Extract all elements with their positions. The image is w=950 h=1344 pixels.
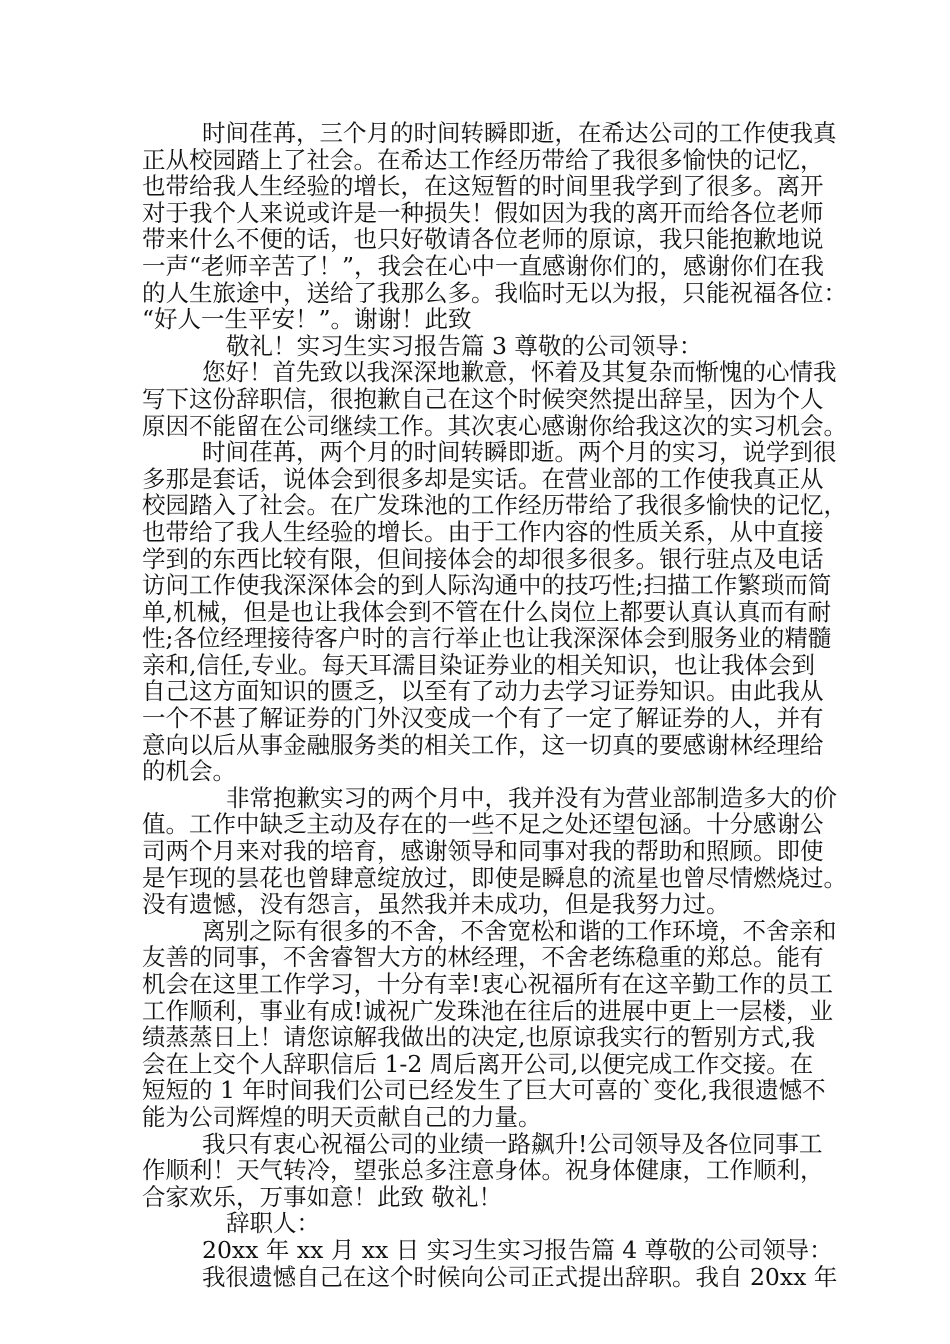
text-line: 对于我个人来说或许是一种损失！假如因为我的离开而给各位老师 (142, 198, 824, 227)
body-text (142, 119, 847, 1291)
text-line: 合家欢乐，万事如意！此致 敬礼！ (142, 1182, 502, 1211)
text-line: 没有遗憾，没有怨言，虽然我并未成功，但是我努力过。 (142, 890, 730, 919)
text-line: 时间荏苒，两个月的时间转瞬即逝。两个月的实习，说学到很 (202, 438, 837, 467)
text-line: 一个不甚了解证券的门外汉变成一个有了一定了解证券的人，并有 (142, 704, 824, 733)
text-line: 机会在这里工作学习，十分有幸!衷心祝福所有在这辛勤工作的员工 (142, 970, 833, 998)
text-line: 20xx 年 xx 月 xx 日 实习生实习报告篇 4 尊敬的公司领导： (202, 1235, 833, 1264)
text-line: 学到的东西比较有限，但间接体会的却很多很多。银行驻点及电话 (142, 544, 824, 573)
text-line: 工作顺利，事业有成!诚祝广发珠池在往后的进展中更上一层楼，业 (142, 996, 833, 1025)
text-line: 友善的同事，不舍睿智大方的林经理，不舍老练稳重的郑总。能有 (142, 943, 824, 972)
text-line: 带来什么不便的话，也只好敬请各位老师的原谅，我只能抱歉地说 (142, 225, 824, 254)
text-line: 值。工作中缺乏主动及存在的一些不足之处还望包涵。十分感谢公 (142, 810, 824, 839)
text-line: 校园踏入了社会。在广发珠池的工作经历带给了我很多愉快的记忆， (142, 491, 847, 520)
text-line: 访问工作使我深深体会的到人际沟通中的技巧性;扫描工作繁琐而简 (142, 571, 832, 600)
text-line: 会在上交个人辞职信后 1-2 周后离开公司,以便完成工作交接。在 (142, 1049, 814, 1078)
text-line: 单,机械，但是也让我体会到不管在什么岗位上都要认真认真而有耐 (142, 597, 831, 626)
text-line: 也带给了我人生经验的增长。由于工作内容的性质关系，从中直接 (142, 517, 824, 546)
text-line: 的人生旅途中，送给了我那么多。我临时无以为报，只能祝福各位： (142, 278, 847, 307)
text-line: 离别之际有很多的不舍，不舍宽松和谐的工作环境，不舍亲和 (202, 916, 837, 945)
text-line: 也带给我人生经验的增长，在这短暂的时间里我学到了很多。离开 (142, 172, 824, 201)
text-line: 敬礼！实习生实习报告篇 3 尊敬的公司领导： (226, 331, 703, 360)
text-line: 多那是套话，说体会到很多却是实话。在营业部的工作使我真正从 (142, 464, 824, 493)
text-line: 性;各位经理接待客户时的言行举止也让我深深体会到服务业的精髓 (142, 624, 832, 653)
text-line: 原因不能留在公司继续工作。其次衷心感谢你给我这次的实习机会。 (142, 411, 847, 440)
text-line: 您好！首先致以我深深地歉意，怀着及其复杂而惭愧的心情我 (202, 358, 837, 387)
text-line: 时间荏苒，三个月的时间转瞬即逝，在希达公司的工作使我真 (202, 119, 837, 147)
text-line: 正从校园踏上了社会。在希达工作经历带给了我很多愉快的记忆， (142, 145, 824, 174)
text-line: 非常抱歉实习的两个月中，我并没有为营业部制造多大的价 (226, 783, 837, 812)
text-line: 辞职人： (226, 1209, 320, 1238)
text-line: 绩蒸蒸日上！请您谅解我做出的决定,也原谅我实行的暂别方式,我 (142, 1023, 815, 1052)
text-line: 能为公司辉煌的明天贡献自己的力量。 (142, 1102, 542, 1131)
text-line: 我很遗憾自己在这个时候向公司正式提出辞职。我自 20xx 年 (202, 1262, 838, 1291)
text-line: 亲和,信任,专业。每天耳濡目染证券业的相关知识，也让我体会到 (142, 650, 815, 679)
text-line: 短短的 1 年时间我们公司已经发生了巨大可喜的`变化,我很遗憾不 (142, 1076, 826, 1105)
text-line: 一声“老师辛苦了！”，我会在心中一直感谢你们的，感谢你们在我 (142, 251, 825, 280)
text-line: 是乍现的昙花也曾肆意绽放过，即使是瞬息的流星也曾尽情燃烧过。 (142, 863, 847, 892)
text-line: 自己这方面知识的匮乏，以至有了动力去学习证券知识。由此我从 (142, 677, 824, 706)
text-line: 我只有衷心祝福公司的业绩一路飙升!公司领导及各位同事工 (202, 1129, 823, 1158)
text-line: 作顺利！天气转冷，望张总多注意身体。祝身体健康，工作顺利， (142, 1156, 824, 1185)
text-line: 写下这份辞职信，很抱歉自己在这个时候突然提出辞呈，因为个人 (142, 384, 824, 413)
text-line: 意向以后从事金融服务类的相关工作，这一切真的要感谢林经理给 (142, 730, 824, 759)
text-line: 司两个月来对我的培育，感谢领导和同事对我的帮助和照顾。即使 (142, 837, 824, 866)
text-line: 的机会。 (142, 757, 236, 786)
text-line: “好人一生平安！”。谢谢！此致 (142, 305, 472, 334)
